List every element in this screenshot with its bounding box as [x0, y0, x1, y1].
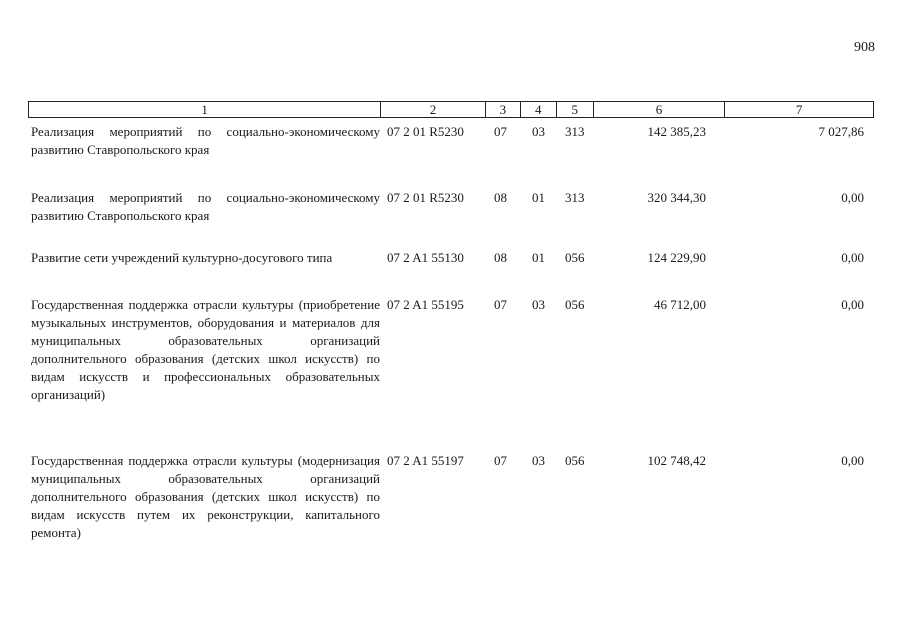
header-col-6: 6 — [593, 102, 725, 117]
row-name: Развитие сети учреждений культурно-досугового типа — [31, 250, 333, 265]
row-vr: 313 — [565, 190, 585, 205]
header-col-2: 2 — [380, 102, 485, 117]
page-number: 908 — [854, 40, 875, 55]
header-col-5: 5 — [556, 102, 593, 117]
row-pr: 03 — [532, 297, 545, 312]
table-header — [28, 101, 874, 118]
row-vr: 056 — [565, 250, 585, 265]
row-rz: 08 — [494, 190, 507, 205]
row-amount-1: 142 385,23 — [647, 124, 706, 139]
header-col-3: 3 — [485, 102, 520, 117]
row-rz: 08 — [494, 250, 507, 265]
row-amount-2: 0,00 — [841, 297, 864, 312]
row-pr: 03 — [532, 124, 545, 139]
row-amount-2: 7 027,86 — [818, 124, 864, 139]
header-col-7: 7 — [724, 102, 873, 117]
row-code: 07 2 A1 55195 — [387, 297, 464, 312]
row-rz: 07 — [494, 124, 507, 139]
row-amount-2: 0,00 — [841, 250, 864, 265]
row-code: 07 2 A1 55197 — [387, 453, 464, 468]
row-name: Реализация мероприятий по социально-экономическому развитию Ставропольского края — [31, 124, 380, 157]
row-amount-2: 0,00 — [841, 190, 864, 205]
row-name: Государственная поддержка отрасли культуры (приобретение музыкальных инструментов, оборудования и материалов для муниципальных образовательных организаций дополнительного образования (детских школ искусств) по видам искусств и профессиональных образовательных организаций) — [31, 297, 380, 402]
row-pr: 01 — [532, 250, 545, 265]
row-pr: 01 — [532, 190, 545, 205]
row-code: 07 2 01 R5230 — [387, 190, 464, 205]
row-amount-2: 0,00 — [841, 453, 864, 468]
row-code: 07 2 A1 55130 — [387, 250, 464, 265]
row-amount-1: 46 712,00 — [654, 297, 706, 312]
row-vr: 056 — [565, 297, 585, 312]
row-rz: 07 — [494, 297, 507, 312]
row-amount-1: 124 229,90 — [647, 250, 706, 265]
row-code: 07 2 01 R5230 — [387, 124, 464, 139]
row-vr: 313 — [565, 124, 585, 139]
row-name: Реализация мероприятий по социально-экономическому развитию Ставропольского края — [31, 190, 380, 223]
row-pr: 03 — [532, 453, 545, 468]
row-amount-1: 102 748,42 — [647, 453, 706, 468]
row-amount-1: 320 344,30 — [647, 190, 706, 205]
row-vr: 056 — [565, 453, 585, 468]
header-col-1: 1 — [201, 102, 208, 117]
header-col-4: 4 — [520, 102, 556, 117]
row-rz: 07 — [494, 453, 507, 468]
row-name: Государственная поддержка отрасли культуры (модернизация муниципальных образовательных организаций дополнительного образования (детских школ искусств) по видам искусств путем их реконструкции, капитального ремонта) — [31, 453, 380, 540]
